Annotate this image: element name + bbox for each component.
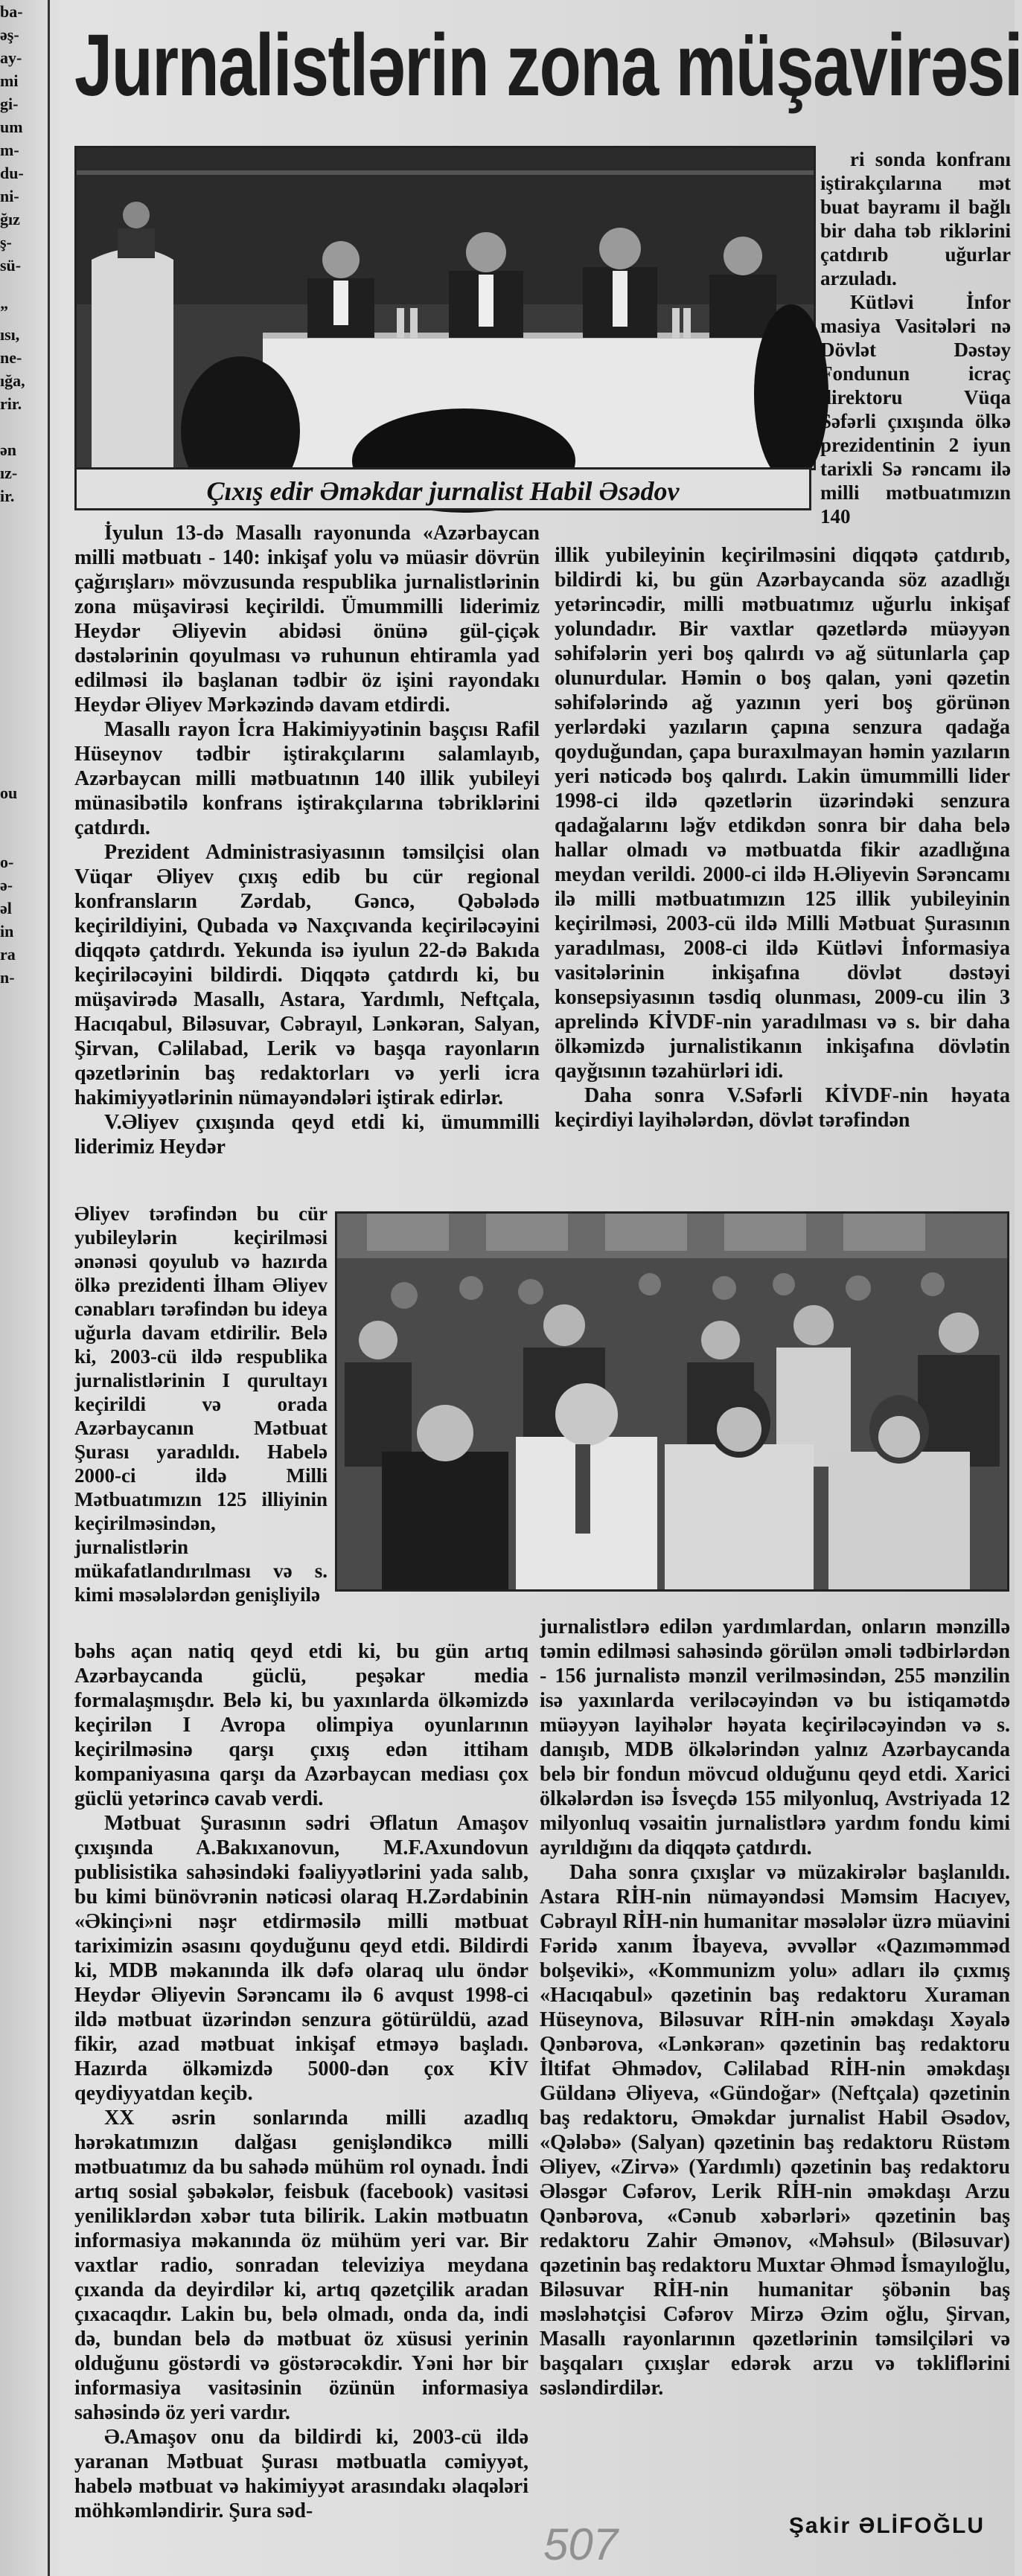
paragraph: İyulun 13-də Masallı rayonunda «Azərbaycan milli mətbuatı - 140: inkişaf yolu və müasir dövrün çağırışları» mövzusunda respublika jurnalistlərinin zona müşavirəsi keçirildi. Ümummilli liderimiz Heydər Əliyevin abidəsi önünə gül-çiçək dəstələrinin qoyulması və ruhunun ehtiramla yad edilməsi ilə başlanan tədbir öz işini rayondakı Heydər Əliyev Mərkəzində davam etdirdi. xyxy=(74,522,540,717)
photo-caption: Çıxış edir Əməkdar jurnalist Habil Əsədov xyxy=(74,467,811,510)
fragment-line: rir. xyxy=(0,394,22,413)
fragment-line: gi- xyxy=(0,94,19,113)
fragment-line: m- xyxy=(0,141,19,159)
fragment-line: ən xyxy=(0,440,16,459)
body-column-left-2 xyxy=(74,1639,528,2523)
fragment-line: mi xyxy=(0,71,19,90)
conference-stage-photo xyxy=(74,146,816,470)
paragraph: Ə.Amaşov onu da bildirdi ki, 2003-cü ildə yaranan Mətbuat Şurası mətbuatla cəmiyyət, habelə mətbuat və hakimiyyət arasındakı əlaqələri möhkəmləndirir. Şura səd- xyxy=(74,2426,528,2522)
fragment-line: ne- xyxy=(0,348,22,367)
paragraph: jurnalistlərə edilən yardımlardan, onların mənzillə təmin edilməsi sahəsində görülən əməli tədbirlərdən - 156 jurnalistə mənzil verilməsindən, 255 mənzilin isə yaxınlarda veriləcəyindən və bu istiqamətdə müəyyən layihələr həyata keçiriləcəyindən və s. danışıb, MDB ölkələrindən yalnız Azərbaycanda belə bir fondun mövcud olduğunu qeyd etdi. Xarici ölkələrdən isə İsveçdə 155 milyonluq, Avstriyada 12 milyonluq vəsaitin jurnalistlərə yardım fondu kimi ayrıldığını da diqqətə çatdırdı. xyxy=(540,1615,1010,1859)
audience-photo xyxy=(335,1211,1009,1592)
fragment-line xyxy=(0,989,22,1012)
body-column-left-1 xyxy=(74,521,540,1159)
fragment-line: ığa, xyxy=(0,371,25,390)
audience-photo-image xyxy=(337,1214,1007,1589)
handwritten-number: 507 xyxy=(543,2519,619,2569)
body-column-right-1 xyxy=(555,543,1010,1132)
paragraph: Daha sonra V.Səfərli KİVDF-nin həyata keçirdiyi layihələrdən, dövlət tərəfindən xyxy=(555,1084,1010,1132)
paragraph: Masallı rayon İcra Hakimiyyətinin başçısı Rafil Hüseynov tədbir iştirakçılarını salamlayıb, Azərbaycan milli mətbuatının 140 illik yubileyi münasibətilə konfrans iştirakçılarına təbriklərini çatdırdı. xyxy=(74,718,540,839)
fragment-line: ğız xyxy=(0,210,20,228)
fragment-line: ay- xyxy=(0,48,22,67)
fragment-line xyxy=(0,804,22,827)
paragraph: Əliyev tərəfindən bu cür yubileylərin keçirilməsi ənənəsi qoyulub və hazırda ölkə prezidenti İlham Əliyev cənabları tərəfindən bu ideya uğurla davam etdirilir. Belə ki, 2003-cü ildə respublika jurnalistlərinin I qurultayı keçirildi və orada Azərbaycanın Mətbuat Şurası yaradıldı. Habelə 2000-ci ildə Milli Mətbuatımızın 125 illiyinin keçirilməsindən, jurnalistlərin mükafatlandırılması və s. kimi məsələlərdən genişliyilə xyxy=(74,1202,328,1606)
paragraph: XX əsrin sonlarında milli azadlıq hərəkatımızın dalğası genişləndikcə milli mətbuatımız da bu sahədə mühüm rol oynadı. İndi artıq sosial şəbəkələr, feisbuk (facebook) vasitəsi yeniliklərdən xəbər tuta bilirik. Lakin mətbuatın informasiya məkanında öz mühüm yeri var. Bir vaxtlar radio, sonradan televiziya meydana çıxanda da deyirdilər ki, artıq qəzetçilik aradan çıxacaqdır. Lakin bu, belə olmadı, onda da, indi də, bundan belə də mətbuat öz xüsusi yerinin olduğunu göstərdi və göstərəcəkdir. Yəni hər bir informasiya vasitəsinin özünün informasiya sahəsində öz yeri vardır. xyxy=(74,2106,528,2424)
fragment-line: o- xyxy=(0,853,14,871)
fragment-line: in xyxy=(0,922,14,941)
fragment-line: ısı, xyxy=(0,325,20,344)
paragraph: Prezident Administrasiyasının təmsilçisi olan Vüqar Əliyev çıxış edib bu cür regional konfransların Zərdab, Gəncə, Qəbələdə keçirildiyini, Qubada və Naxçıvanda keçiriləcəyini diqqətə çatdırdı. Yekunda isə iyulun 22-də Bakıda keçiriləcəyini bildirdi. Diqqətə çatdırdı ki, bu müşavirədə Masallı, Astara, Yardımlı, Neftçala, Hacıqabul, Biləsuvar, Cəbrayıl, Lənkəran, Salyan, Şirvan, Cəlilabad, Lerik və başqa rayonların qəzetlərinin baş redaktorları və yerli icra hakimiyyətlərinin nümayəndələri iştirak edirlər. xyxy=(74,841,540,1109)
fragment-line xyxy=(0,415,43,438)
body-column-narrow xyxy=(74,1202,328,1606)
body-column-right-2 xyxy=(540,1615,1010,2400)
fragment-line: du- xyxy=(0,164,24,182)
fragment-line: ə- xyxy=(0,876,13,894)
fragment-line: ou xyxy=(0,784,18,802)
fragment-line: ş- xyxy=(0,233,12,251)
paragraph: bəhs açan natiq qeyd etdi ki, bu gün artıq Azərbaycanda güclü, peşəkar media formalaşmışdır. Belə ki, bu yaxınlarda ölkəmizdə keçirilən I Avropa olimpiya oyunlarının keçirilməsinə qarşı çıxış edən ittiham kompaniyasına qarşı da Azərbaycan mediası çox güclü yetərincə cavab verdi. xyxy=(74,1640,528,1810)
paragraph: Mətbuat Şurasının sədri Əflatun Amaşov çıxışında A.Bakıxanovun, M.F.Axundovun publisistika sahəsindəki fəaliyyətlərini yada salıb, bu kimi bünövrənin nəticəsi olaraq H.Zərdabinin «Əkinçi»ni nəşr etdirməsilə milli mətbuat tariximizin əsasını qoyduğunu qeyd etdi. Bildirdi ki, MDB məkanında ilk dəfə olaraq ulu öndər Heydər Əliyevin Sərəncamı ilə 6 avqust 1998-ci ildə mətbuat üzərindən senzura götürüldü, azad fikir, azad mətbuat inkişaf etməyə başladı. Hazırda ölkəmizdə 5000-dən çox KİV qeydiyyatdan keçib. xyxy=(74,1812,528,2105)
right-top-column xyxy=(820,147,1011,528)
paragraph: V.Əliyev çıxışında qeyd etdi ki, ümummilli liderimiz Heydər xyxy=(74,1111,540,1159)
headline: Jurnalistlərin zona müşavirəsi xyxy=(74,16,1022,115)
fragment-line: ba- xyxy=(0,2,23,21)
author-signature: Şakir ƏLİFOĞLU xyxy=(788,2513,985,2538)
fragment-line: əş- xyxy=(0,25,19,44)
fragment-line: um xyxy=(0,118,23,136)
fragment-line: ” xyxy=(0,302,8,321)
fragment-line: n- xyxy=(0,968,15,987)
column-divider xyxy=(48,0,50,2576)
stage-photo-image xyxy=(77,148,814,468)
fragment-line: sü- xyxy=(0,256,22,275)
fragment-line: əl xyxy=(0,899,12,917)
fragment-line: ra xyxy=(0,945,16,964)
paragraph: Kütləvi İnfor masiya Vasitələri nə Dövlət Dəstəy Fondunun icraç direktoru Vüqa Səfərli çıxışında ölkə prezidentinin 2 iyun tarixli Sə rəncamı ilə milli mətbuatımızın 140 xyxy=(820,291,1011,528)
paragraph: Daha sonra çıxışlar və müzakirələr başlanıldı. Astara RİH-nin nümayəndəsi Məmsim Hacıyev, Cəbrayıl RİH-nin humanitar məsələlər üzrə müavini Fəridə xanım İbayeva, əvvəllər «Qazıməmməd bolşeviki», «Kommunizm yolu» adları ilə çıxmış «Hacıqabul» qəzetinin baş redaktoru Xuraman Hüseynova, Biləsuvar RİH-nin əməkdaşı Xəyalə Qənbərova, «Lənkəran» qəzetinin baş redaktoru İltifat Əhmədov, Cəlilabad RİH-nin əməkdaşı Güldanə Əliyeva, «Gündoğar» (Neftçala) qəzetinin baş redaktoru, Əməkdar jurnalist Habil Əsədov, «Qələbə» (Salyan) qəzetinin baş redaktoru Rüstəm Əliyev, «Zirvə» (Yardımlı) qəzetinin baş redaktoru Ələsgər Cəfərov, Lerik RİH-nin əməkdaşı Arzu Qənbərova, «Cənub xəbərləri» qəzetinin baş redaktoru Zahir Əmənov, «Məhsul» (Biləsuvar) qəzetinin baş redaktoru Muxtar Əhməd İsmayıloğlu, Biləsuvar RİH-nin humanitar şöbənin baş məsləhətçisi Cəfərov Mirzə Əzim oğlu, Şirvan, Masallı rayonlarının qəzetlərinin təmsilçiləri və başqaları çıxışlar edərək arzu və təkliflərini səsləndirdilər. xyxy=(540,1861,1010,2400)
fragment-line: ız- xyxy=(0,464,18,482)
fragment-line xyxy=(0,1012,22,1035)
fragment-line: ni- xyxy=(0,187,19,205)
fragment-line: ir. xyxy=(0,487,15,505)
fragment-line xyxy=(0,277,43,300)
paragraph: ri sonda konfranı iştirakçılarına mət buat bayramı il bağlı bir daha təb riklərini çatdırıb uğurlar arzuladı. xyxy=(820,148,1011,289)
fragment-line xyxy=(0,827,22,850)
paragraph: illik yubileyinin keçirilməsini diqqətə çatdırıb, bildirdi ki, bu gün Azərbaycanda söz azadlığı yetərincədir, milli mətbuatımız uğurlu inkişaf yolundadır. Bir vaxtlar qəzetlərdə müəyyən səhifələrin yeri boş qalırdı və ağ sütunlarla çap olunurdular. Həmin o boş qalan, yəni qəzetin səhifələrində ağ yazının yeri boş görünən yerlərdəki yazıların çapına senzura qadağa qoyduğundan, çapa buraxılmayan həmin yazıların yeri nəticədə boş qalırdı. Lakin ümummilli lider 1998-ci ildə qəzetlərin üzərindəki senzura qadağalarını ləğv etdikdən sonra bir daha belə hallar olmadı və mətbuatda fikir azadlığına meydan verildi. 2000-ci ildə H.Əliyevin Sərəncamı ilə milli mətbuatımızın 125 illik yubileyinin keçirilməsi, 2003-cü ildə Milli Mətbuat Şurasının yaradılması, 2008-ci ildə Kütləvi İnformasiya vasitələrinin inkişafına dövlət dəstəyi konsepsiyasının təsdiq olunması, 2009-cu ilin 3 aprelində KİVDF-nin yaradılması və s. bir daha ölkəmizdə jurnalistikanın inkişafına dövlətin qayğısının təzahürləri idi. xyxy=(555,544,1010,1083)
previous-article-fragment-2 xyxy=(0,781,22,1035)
